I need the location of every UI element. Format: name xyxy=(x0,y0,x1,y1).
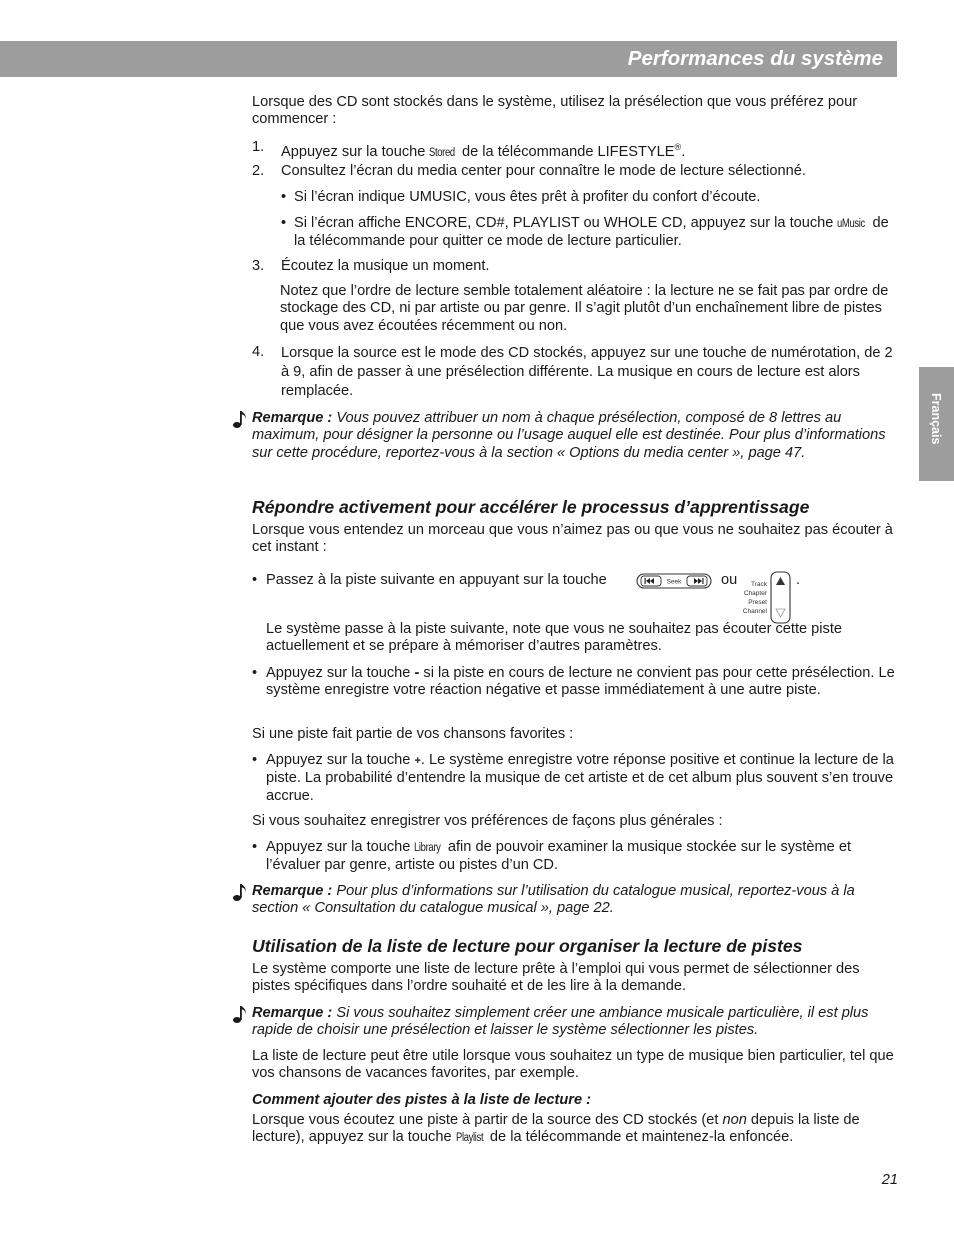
seek-key-icon xyxy=(636,572,712,590)
step-text: Lorsque la source est le mode des CD stockés, appuyez sur une touche de numérotation, de 2 à 9, afin de passer à une présélection différente. La musique en cours de lecture est alors remplacée. xyxy=(281,345,893,399)
remark-paragraph: Remarque : Vous pouvez attribuer un nom à chaque présélection, composé de 8 lettres au maximum, pour désigner la personne ou l’usage auquel elle est destinée. Pour plus d’informations sur cette procédure, reportez-vous à la section « Options du media center », page 47. xyxy=(252,410,886,461)
step-number: 3. xyxy=(252,258,265,274)
step-text: Écoutez la musique un moment. xyxy=(281,258,490,274)
track-key-label: Chapter xyxy=(743,590,767,597)
remark-paragraph: Remarque : Pour plus d’informations sur l’utilisation du catalogue musical, reportez-vous à la section « Consultation du catalogue musical », page 22. xyxy=(252,883,855,917)
music-note-icon xyxy=(232,1004,250,1024)
step-text: Consultez l’écran du media center pour connaître le mode de lecture sélectionné. xyxy=(281,163,806,179)
section-intro: Lorsque vous entendez un morceau que vous n’aimez pas ou que vous ne souhaitez pas écouter à cet instant : xyxy=(252,522,893,556)
paragraph: Si une piste fait partie de vos chansons favorites : xyxy=(252,726,574,742)
stored-key: Stored xyxy=(429,146,456,159)
page-number: 21 xyxy=(881,1172,898,1188)
bullet-followup: Le système passe à la piste suivante, note que vous ne souhaitez pas écouter cette piste actuellement et se prépare à mémoriser d’autres paramètres. xyxy=(266,621,842,655)
bullet-text: Appuyez sur la touche Library afin de pouvoir examiner la musique stockée sur le système et l’évaluer par genre, artiste ou pistes d’un CD. xyxy=(266,839,852,874)
step-text: Appuyez sur la touche Stored de la télécommande LIFESTYLE®. xyxy=(281,139,895,162)
remark-label: Remarque : xyxy=(252,410,333,426)
language-tab-label: Français xyxy=(929,393,943,445)
step-number: 1. xyxy=(252,139,265,155)
music-note-icon xyxy=(232,409,250,429)
umusic-key: uMusic xyxy=(837,218,866,230)
bullet-text: Si l’écran affiche ENCORE, CD#, PLAYLIST ou WHOLE CD, appuyez sur la touche uMusic de la télécommande pour quitter ce mode de lecture particulier. xyxy=(294,215,889,250)
page-title: Performances du système xyxy=(627,47,883,70)
or-text: ou xyxy=(721,572,738,588)
minus-key: - xyxy=(414,665,420,681)
library-key: Library xyxy=(414,842,442,854)
remark-paragraph: Remarque : Si vous souhaitez simplement créer une ambiance musicale particulière, il est plus rapide de choisir une présélection et laisser le système sélectionner les pistes. xyxy=(252,1005,869,1039)
bullet-dot: • xyxy=(252,572,258,588)
bullet-text: Passez à la piste suivante en appuyant sur la touche xyxy=(266,572,607,588)
bullet-dot: • xyxy=(252,752,258,768)
paragraph: La liste de lecture peut être utile lorsque vous souhaitez un type de musique bien particulier, tel que vos chansons de vacances favorites, par exemple. xyxy=(252,1048,894,1082)
header-bar xyxy=(0,41,897,77)
bullet-text: Appuyez sur la touche - si la piste en cours de lecture ne convient pas pour cette présélection. Le système enregistre votre réaction négative et passe immédiatement à une autre piste. xyxy=(266,665,895,699)
paragraph: Si vous souhaitez enregistrer vos préférences de façons plus générales : xyxy=(252,813,723,829)
remark-label: Remarque : xyxy=(252,1005,333,1021)
track-key-icon xyxy=(740,571,792,625)
bullet-text: Appuyez sur la touche +. Le système enregistre votre réponse positive et continue la lecture de la piste. La probabilité d’entendre la musique de cet artiste et de cet album plus souvent s’en trouve accrue. xyxy=(266,752,894,804)
language-tab xyxy=(919,367,954,481)
seek-key-label: Seek xyxy=(666,578,682,586)
bullet-dot: • xyxy=(252,665,258,681)
track-key-label: Preset xyxy=(748,599,767,606)
subsection-heading: Comment ajouter des pistes à la liste de lecture : xyxy=(252,1092,592,1108)
track-key-label: Channel xyxy=(742,608,767,615)
playlist-key: Playlist xyxy=(455,1132,483,1145)
remark-label: Remarque : xyxy=(252,883,333,899)
step-number: 4. xyxy=(252,344,265,360)
music-note-icon xyxy=(232,882,250,902)
track-key-label: Track xyxy=(750,581,767,588)
bullet-dot: • xyxy=(252,839,258,855)
bullet-dot: • xyxy=(281,189,287,205)
bullet-dot: • xyxy=(281,215,287,231)
step-note: Notez que l’ordre de lecture semble totalement aléatoire : la lecture ne se fait pas par ordre de stockage des CD, ni par artiste ou par genre. Il s’agit plutôt d’un enchaînement libre de pistes que vous avez écoutées récemment ou non. xyxy=(280,283,889,334)
period: . xyxy=(796,572,801,588)
paragraph: Lorsque vous écoutez une piste à partir de la source des CD stockés (et non depuis la liste de lecture), appuyez sur la touche Playlist de la télécommande et maintenez-la enfoncée. xyxy=(252,1112,898,1148)
plus-key: + xyxy=(414,755,421,767)
step-number: 2. xyxy=(252,163,265,179)
section-heading: Répondre activement pour accélérer le processus d’apprentissage xyxy=(252,497,810,517)
intro-paragraph: Lorsque des CD sont stockés dans le système, utilisez la présélection que vous préférez pour commencer : xyxy=(252,94,858,128)
bullet-text: Si l’écran indique UMUSIC, vous êtes prêt à profiter du confort d’écoute. xyxy=(294,189,761,205)
section-intro: Le système comporte une liste de lecture prête à l’emploi qui vous permet de sélectionner des pistes spécifiques dans l’ordre souhaité et de les lire à la demande. xyxy=(252,961,860,995)
section-heading: Utilisation de la liste de lecture pour organiser la lecture de pistes xyxy=(252,936,803,956)
